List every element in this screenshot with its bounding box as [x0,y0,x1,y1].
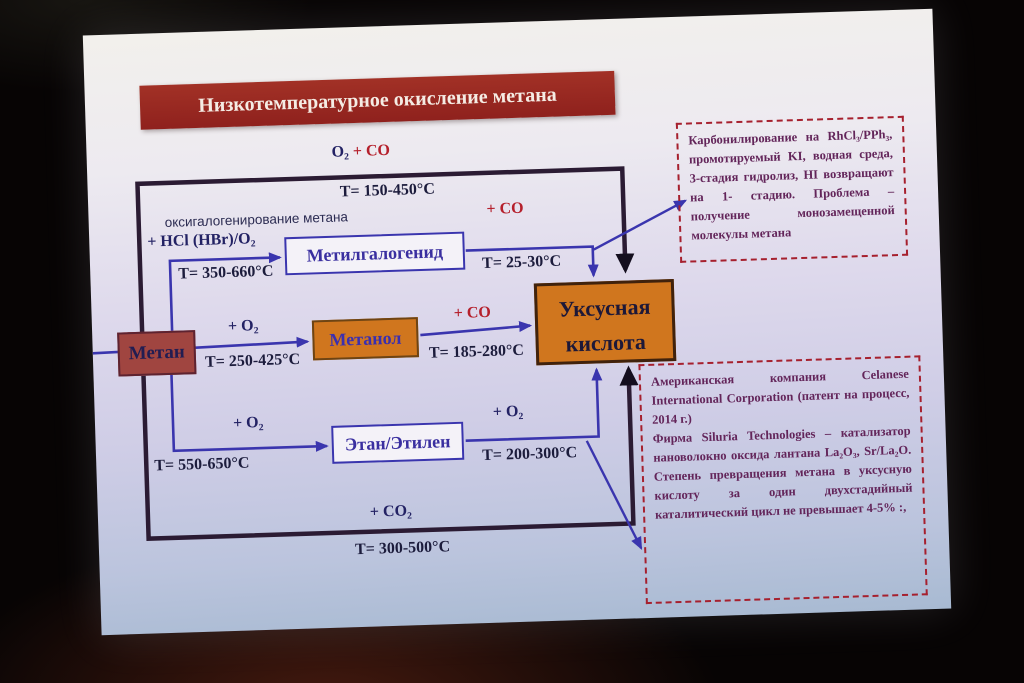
methanol-co-label: + CO [453,303,492,322]
hcl-temp-label: T= 350-660°C [178,262,274,283]
projected-slide [83,9,951,635]
acetic-acid-box [534,279,677,365]
methyl-halide-box: Метилгалогенид [284,232,465,276]
bottom-route-reagent: + CO₂ [369,502,413,521]
methanol-co-temp-label: T= 185-280°C [428,341,525,362]
ethane-o2-right-label: + O₂ [492,402,524,421]
arrow-methane-to-ethane [171,370,326,451]
methane-box: Метан [117,330,196,376]
top-route-reagent [331,142,390,162]
ethane-ethylene-box: Этан/Этилен [331,422,464,464]
annotation-celanese-p2: Фирма Siluria Technologies – катализатор нановолокно оксида лантана La₂O₃, Sr/La₂O. Степень превращения метана в уксусную кислоту за один двухстадийный каталитический цикл не превышает 4-5% :, [652,423,913,522]
methylhalide-co-label: + CO [486,199,524,218]
methanol-o2-label: + O₂ [227,317,259,336]
top-route-temp: T= 150-450°C [339,180,436,201]
ethane-o2-label: + O₂ [232,414,264,432]
slide-title: Низкотемпературное окисление метана [197,83,558,117]
annotation-celanese [638,355,927,604]
annotation-carbonylation-text: Карбонилирование на RhCl₃/PPh₃, промотируемый KI, водная среда, 3-стадия гидролиз, HI возвращают на 1- стадию. Проблема – получение монозамещенной молекулы метана [688,127,895,243]
arrow-ethane-to-acid [464,370,599,441]
acetic-acid-line2: кислота [565,329,647,357]
annotation-carbonylation [676,116,908,263]
ethane-temp-label: T= 550-650°C [154,454,250,475]
arrow-methanol-to-acid [420,326,530,335]
top-route-o2: O₂ [331,143,350,161]
hcl-reagent-label: + HCl (HBr)/O₂ [147,230,256,251]
acetic-acid-line1: Уксусная [558,293,651,322]
methanol-box: Метанол [312,317,419,360]
ethane-right-temp-label: T= 200-300°C [481,444,578,465]
top-route-co: + CO [348,141,391,161]
bottom-route-temp: T= 300-500°C [354,538,451,559]
annotation-celanese-p1: Американская компания Celanese International Corporation (патент на процесс, 2014 г.) [650,366,910,427]
methylhalide-temp-label: T= 25-30°C [481,252,562,273]
arrow-to-carbonylation-note [592,201,686,250]
oxyhalogenation-caption: оксигалогенирование метана [164,209,349,231]
methanol-temp-label: T= 250-425°C [204,350,301,371]
